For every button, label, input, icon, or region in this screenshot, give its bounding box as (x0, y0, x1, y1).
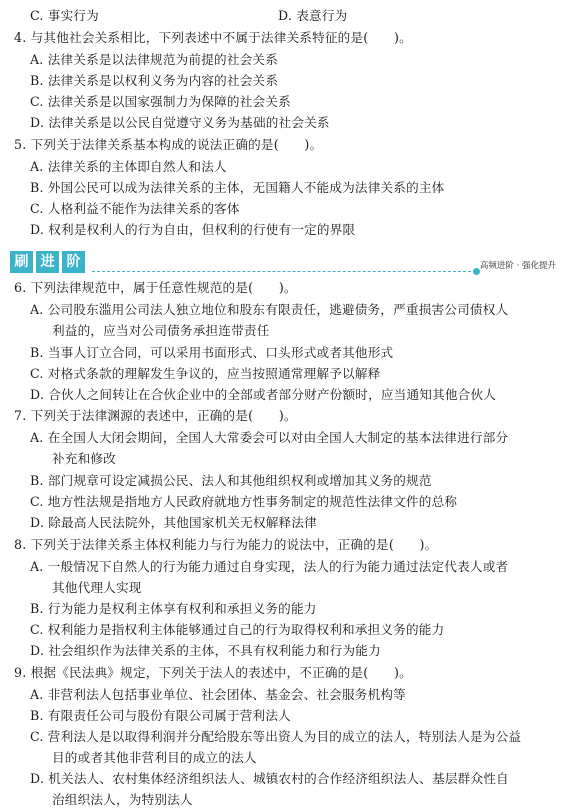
banner-char: 进 (36, 251, 59, 273)
option-continuation: 利益的，应当对公司债务承担连带责任 (52, 323, 270, 338)
option-line: A. 非营利法人包括事业单位、社会团体、基金会、社会服务机构等 (30, 687, 406, 702)
option-line: A. 在全国人大闭会期间，全国人大常委会可以对由全国人大制定的基本法律进行部分 (30, 430, 509, 445)
option-line: C. 人格利益不能作为法律关系的客体 (30, 201, 240, 216)
banner-char: 阶 (62, 251, 85, 273)
option-line: A. 法律关系的主体即自然人和法人 (30, 159, 227, 174)
option-line: B. 外国公民可以成为法律关系的主体，无国籍人不能成为法律关系的主体 (30, 180, 445, 195)
question-line: 8. 下列关于法律关系主体权利能力与行为能力的说法中，正确的是( )。 (14, 537, 438, 552)
option-line: B. 当事人订立合同，可以采用书面形式、口头形式或者其他形式 (30, 345, 394, 360)
option-line: C. 营利法人是以取得利润并分配给股东等出资人为目的成立的法人，特别法人是为公益 (30, 729, 522, 744)
option-continuation: 补充和修改 (52, 451, 116, 466)
option-line: B. 行为能力是权利主体享有权利和承担义务的能力 (30, 601, 317, 616)
option-line: D. 社会组织作为法律关系的主体，不具有权利能力和行为能力 (30, 643, 381, 658)
question-line: 6. 下列法律规范中，属于任意性规范的是( )。 (14, 280, 297, 295)
option-line: A. 法律关系是以法律规范为前提的社会关系 (30, 52, 278, 67)
option-line: A. 公司股东滥用公司法人独立地位和股东有限责任，逃避债务，严重损害公司债权人 (30, 302, 509, 317)
option-line: C. 地方性法规是指地方人民政府就地方性事务制定的规范性法律文件的总称 (30, 494, 458, 509)
option-line: A. 一般情况下自然人的行为能力通过自身实现，法人的行为能力通过法定代表人或者 (30, 559, 509, 574)
question-line: 4. 与其他社会关系相比，下列表述中不属于法律关系特征的是( )。 (14, 30, 412, 45)
question-line: 9. 根据《民法典》规定，下列关于法人的表述中，不正确的是( )。 (14, 665, 412, 680)
option-line: D. 机关法人、农村集体经济组织法人、城镇农村的合作经济组织法人、基层群众性自 (30, 771, 509, 786)
option-line: B. 有限责任公司与股份有限公司属于营利法人 (30, 708, 291, 723)
banner-char: 刷 (10, 251, 33, 273)
banner-divider (92, 271, 476, 272)
section-banner (10, 250, 556, 274)
option-line: D. 除最高人民法院外，其他国家机关无权解释法律 (30, 515, 317, 530)
banner-title (10, 251, 85, 273)
banner-subtitle: 高频进阶 · 强化提升 (479, 261, 556, 271)
option-line: C. 权利能力是指权利主体能够通过自己的行为取得权利和承担义务的能力 (30, 622, 445, 637)
option-line: D. 表意行为 (278, 8, 348, 23)
question-line: 7. 下列关于法律渊源的表述中，正确的是( )。 (14, 408, 297, 423)
option-continuation: 目的或者其他非营利目的成立的法人 (52, 750, 257, 765)
option-continuation: 其他代理人实现 (52, 580, 142, 595)
option-continuation: 治组织法人，为特别法人 (52, 792, 193, 807)
option-line: C. 对格式条款的理解发生争议的，应当按照通常理解予以解释 (30, 366, 381, 381)
option-line: B. 法律关系是以权利义务为内容的社会关系 (30, 73, 279, 88)
option-line: D. 法律关系是以公民自觉遵守义务为基础的社会关系 (30, 115, 330, 130)
option-line: D. 合伙人之间转让在合伙企业中的全部或者部分财产份额时，应当通知其他合伙人 (30, 387, 497, 402)
option-line: C. 法律关系是以国家强制力为保障的社会关系 (30, 94, 291, 109)
option-line: D. 权利是权利人的行为自由，但权利的行使有一定的界限 (30, 222, 356, 237)
option-line: C. 事实行为 (30, 8, 99, 23)
question-line: 5. 下列关于法律关系基本构成的说法正确的是( )。 (14, 137, 323, 152)
option-line: B. 部门规章可设定减损公民、法人和其他组织权利或增加其义务的规范 (30, 473, 432, 488)
